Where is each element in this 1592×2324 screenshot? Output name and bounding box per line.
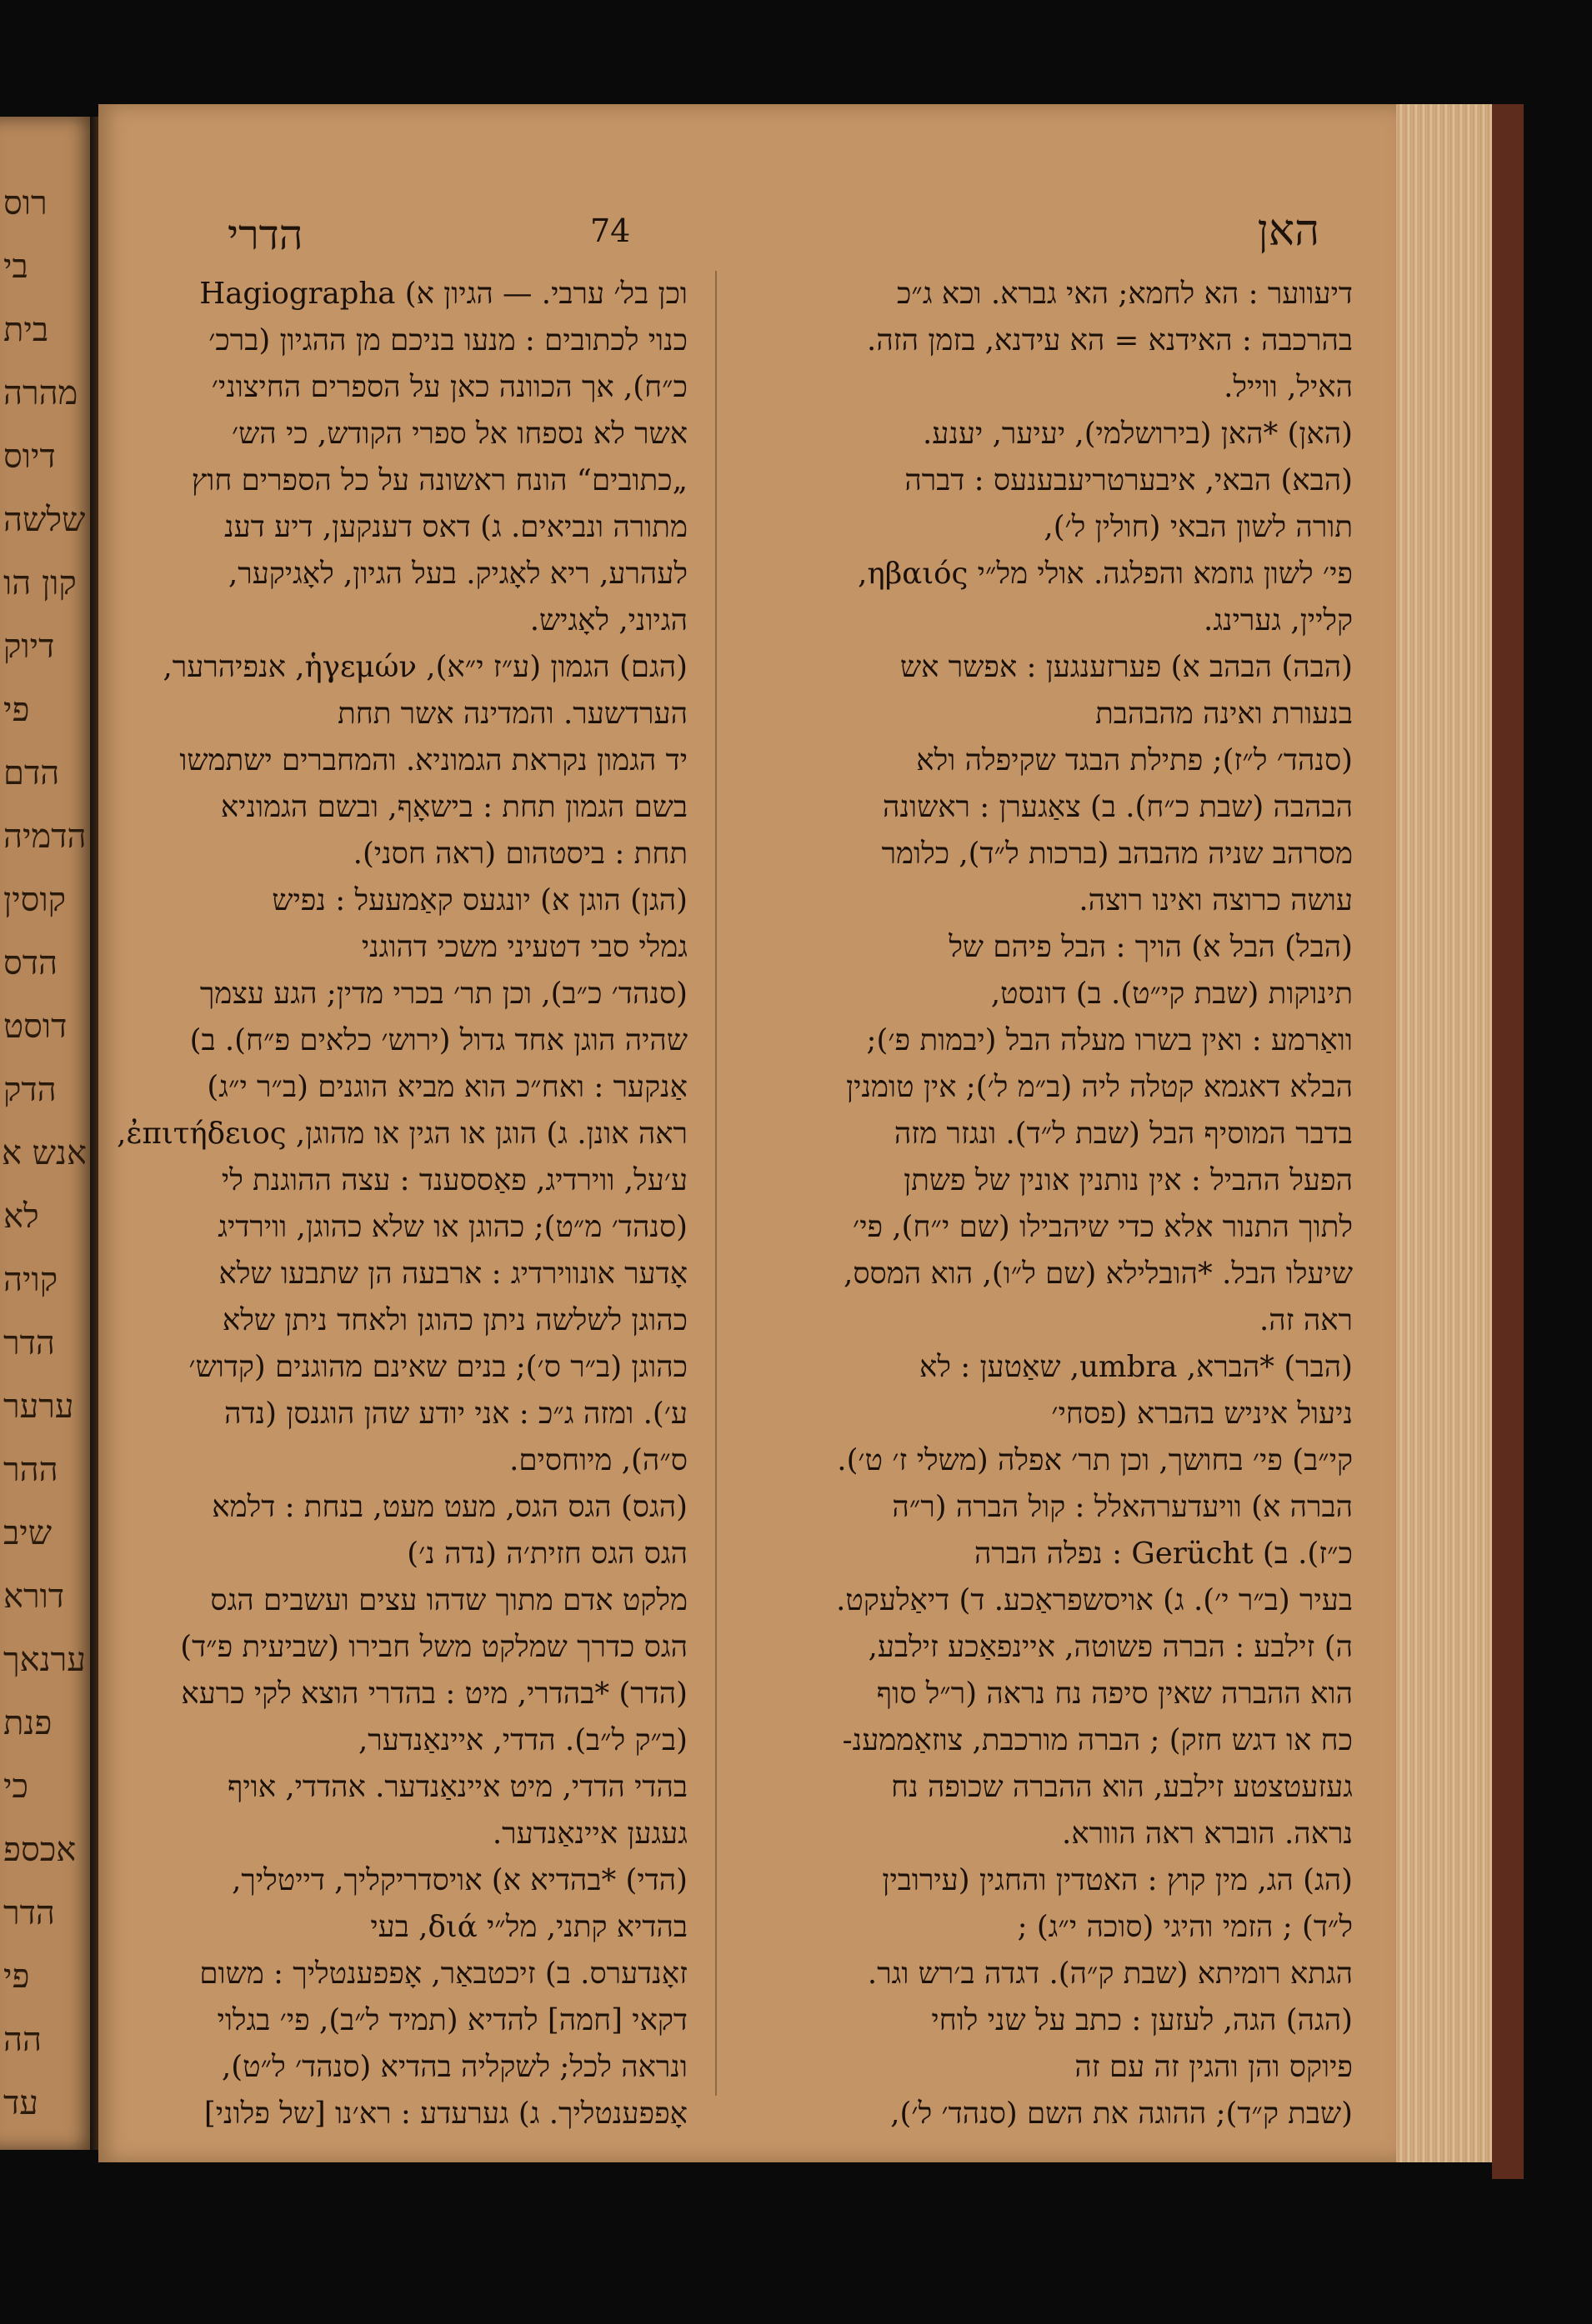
previous-page-fragment: אכספ xyxy=(3,1831,77,1869)
text-line: מתורה ונביאים. ג) דאס דענקען, דיע דענ xyxy=(224,510,688,544)
previous-page-fragment: ערנאך xyxy=(3,1641,86,1679)
header-guide-word-left: הדרי xyxy=(228,211,303,259)
text-line: (הבר) *הברא, umbra, שאַטען : לא xyxy=(919,1350,1353,1384)
text-line: (הגה) הגה, לעזען : כתב על שני לוחי xyxy=(931,2003,1353,2037)
text-line: כהוגן (ב״ר ס׳); בנים שאינם מהוגנים (קדוש׳ xyxy=(188,1350,688,1384)
text-line: הגיוני, לאָגיש. xyxy=(529,603,688,637)
text-line: „כתובים“ הונח ראשונה על כל הספרים חוץ xyxy=(191,463,688,497)
text-line: וואַרמע : ואין בשרו מעלה הבל (יבמות פ׳); xyxy=(866,1023,1353,1057)
text-line: גמלי סבי דטעיני משכי דהוגני xyxy=(361,930,688,964)
previous-page-fragment: ההר xyxy=(3,1451,58,1489)
previous-page-fragment: דיוק xyxy=(3,627,55,666)
previous-page-fragment: פי xyxy=(3,691,30,729)
text-line: שהיה הוגן אחד גדול (ירוש׳ כלאים פ״ח). ב) xyxy=(189,1023,688,1057)
text-line: ל״ד) ; הזמי והיגי (סוכה י״ג) ; xyxy=(1017,1910,1353,1944)
text-line: הערדשער. והמדינה אשר תחת xyxy=(338,697,688,731)
previous-page-fragment: בי xyxy=(3,247,28,286)
text-line: נראה. הוברא ראה הוורא. xyxy=(1062,1817,1353,1851)
text-line: כנוי לכתובים : מנעו בניכם מן ההגיון (ברכ׳ xyxy=(208,323,688,357)
text-line: לעהרע, ריא לאָגיק. בעל הגיון, לאָגיקער, xyxy=(228,557,688,591)
previous-page-fragment: הה xyxy=(3,2021,43,2059)
dictionary-page xyxy=(98,104,1399,2162)
text-line: ע׳). ומזה ג״כ : אני יודע שהן הוגנסן (נדה xyxy=(224,1397,688,1431)
text-line: קי״ב) פי׳ בחושך, וכן תר׳ אפלה (משלי ז׳ ט׳). xyxy=(837,1443,1353,1477)
text-line: (סנהד׳ ל״ז); פתילת הבגד שקיפלה ולא xyxy=(916,743,1353,777)
text-line: מסרהב שניה מהבהב (ברכות ל״ד), כלומר xyxy=(881,837,1353,871)
text-line: הפעל ההביל : אין נותנין אונין של פשתן xyxy=(904,1163,1353,1197)
text-line: הגתא רומיתא (שבת ק״ה). דגדה ב׳רש וגר. xyxy=(867,1957,1353,1991)
previous-page-fragment: הדק xyxy=(3,1071,57,1109)
text-line: קליין, גערינג. xyxy=(1204,603,1353,637)
text-line: ניעול איניש בהברא (פסחי׳ xyxy=(1051,1397,1353,1431)
text-line: אָפפענטליך. ג) גערעדע : רא׳נו [של פלוני] xyxy=(203,2097,688,2131)
text-line: עושה כרוצה ואינו רוצה. xyxy=(1079,883,1353,917)
previous-page-fragment: דיוס xyxy=(3,437,56,476)
previous-page-fragment: פי xyxy=(3,1957,30,1996)
book-cover xyxy=(1492,104,1524,2179)
previous-page-fragment: מהרה xyxy=(3,374,78,412)
text-line: זאָנדערס. ב) זיכטבאַר, אָפפענטליך : משום xyxy=(199,1957,688,1991)
header-guide-word-right: האן xyxy=(1257,206,1319,256)
text-line: הבלא דאגמא קטלה ליה (ב״מ ל׳); אין טומנין xyxy=(846,1070,1353,1104)
text-line: בהדי הדדי, מיט איינאַנדער. אהדדי, אויף xyxy=(227,1770,688,1804)
text-line: (סנהד׳ מ״ט); כהוגן או שלא כהוגן, ווירדיג xyxy=(218,1210,688,1244)
text-line: געזעטצטע זילבע, הוא ההברה שכופה נח xyxy=(891,1770,1353,1804)
right-text-column xyxy=(740,271,1353,2137)
text-line: אשר לא נספחו אל ספרי הקודש, כי הש׳ xyxy=(231,417,688,451)
previous-page-fragment: פנת xyxy=(3,1704,53,1742)
text-line: בהרכבה : האידנא = הא עידנא, בזמן הזה. xyxy=(867,323,1353,357)
previous-page-fragment: הדר xyxy=(3,1894,55,1932)
text-line: אָדער אונווירדיג : ארבעה הן שתבעו שלא xyxy=(218,1257,688,1291)
previous-page-fragment: לא xyxy=(3,1197,39,1236)
text-line: (הבא) הבאי, איבערטריעבענעס : דברה xyxy=(904,463,1353,497)
previous-page-edge xyxy=(0,117,100,2150)
previous-page-fragment: ערער xyxy=(3,1387,74,1426)
text-line: בדבר המוסיף הבל (שבת ל״ד). ונגזר מזה xyxy=(894,1117,1353,1151)
previous-page-fragment: שלשה xyxy=(3,501,86,539)
previous-page-fragment: כי xyxy=(3,1767,29,1806)
text-line: (סנהד׳ כ״ב), וכן תר׳ בכרי מדין; הגע עצמך xyxy=(199,977,688,1011)
text-line: כ״ז). ב) Gerücht : נפלה הברה xyxy=(974,1537,1353,1571)
text-line: לתוך התנור אלא כדי שיהבילו (שם י״ח), פי׳ xyxy=(853,1210,1353,1244)
previous-page-fragment: דורא xyxy=(3,1577,65,1616)
left-text-column xyxy=(117,271,688,2137)
text-line: הוא ההברה שאין סיפה נח נראה (ר״ל סוף xyxy=(876,1677,1353,1711)
text-line: (שבת ק״ד); ההוגה את השם (סנהד׳ ל׳), xyxy=(890,2097,1353,2131)
column-divider xyxy=(715,271,717,2096)
text-line: בעיר (ב״ר י׳). ג) אויסשפראַכע. ד) דיאַלעקט. xyxy=(836,1583,1353,1617)
text-line: הגס כדרך שמלקט משל חבירו (שביעית פ״ד) xyxy=(180,1630,688,1664)
page-header xyxy=(98,196,1399,271)
text-line: (האן) *האן (בירושלמי), יעיער, יענע. xyxy=(923,417,1353,451)
text-line: בנעורת ואינה מהבהבת xyxy=(1095,697,1353,731)
text-line: הגס הגס חזית׳ה (נדה נ׳) xyxy=(407,1537,688,1571)
text-line: האיל, ווייל. xyxy=(1224,370,1353,404)
text-line: פי׳ לשון גוזמא והפלגה. אולי מל״י ηβαιός, xyxy=(858,557,1353,591)
text-line: (הדר) *בהדרי, מיט : בהדרי הוצא לקי כרעא xyxy=(181,1677,688,1711)
text-line: בשם הגמון תחת : בישאָף, ובשם הגמוניא xyxy=(220,790,688,824)
text-line: (הגם) הגמון (ע״ז י״א), ἡγεμών, אנפיהרער, xyxy=(163,650,688,684)
text-line: פיוקס והן והגין זה עם זה xyxy=(1074,2050,1353,2084)
previous-page-fragment: קון הו xyxy=(3,564,77,602)
text-line: אַנקער : ואח״כ הוא מביא הוגנים (ב״ר י״ג) xyxy=(207,1070,688,1104)
previous-page-fragment: עד xyxy=(3,2084,38,2122)
text-line: וכן בל׳ ערבי. — הגיון א) Hagiographa xyxy=(199,277,688,311)
text-line: תורה לשון הבאי (חולין ל׳), xyxy=(1044,510,1353,544)
text-line: (ב״ק ל״ב). הדדי, איינאַנדער, xyxy=(358,1723,688,1757)
text-line: (הבל) הבל א) הויך : הבל פיהם של xyxy=(949,930,1353,964)
text-line: מלקט אדם מתוך שדהו עצים ועשבים הגס xyxy=(210,1583,688,1617)
text-line: הבהבה (שבת כ״ח). ב) צאַגערן : ראשונה xyxy=(883,790,1353,824)
text-line: (הג) הג, מין קוץ : האטדין והחגין (עירובין xyxy=(882,1863,1353,1897)
text-line: תינוקות (שבת קי״ט). ב) דונסט, xyxy=(990,977,1353,1011)
text-line: בהדיא קתני, מל״י διά, בעי xyxy=(370,1910,688,1944)
text-line: יד הגמון נקראת הגמוניא. והמחברים ישתמשו xyxy=(179,743,688,777)
previous-page-fragment: שיב xyxy=(3,1514,53,1552)
text-line: ע׳על, ווירדיג, פאַססענד : עצה ההוגנת לי xyxy=(221,1163,688,1197)
previous-page-fragment: קויה xyxy=(3,1261,58,1299)
text-line: דקאי [חמה] להדיא (תמיד ל״ב), פי׳ בגלוי xyxy=(217,2003,688,2037)
text-line: געגען איינאַנדער. xyxy=(492,1817,688,1851)
text-line: ראה אונן. ג) הוגן או הגין או מהוגן, ἐπιτήδειος, xyxy=(117,1117,688,1151)
previous-page-fragment: הדם xyxy=(3,754,60,792)
text-line: תחת : ביסטהום (ראה חסני). xyxy=(353,837,688,871)
text-line: כהוגן לשלשה ניתן כהוגן ולאחד ניתן שלא xyxy=(222,1303,688,1337)
previous-page-fragment: דוסט xyxy=(3,1007,68,1046)
text-line: ראה זה. xyxy=(1259,1303,1353,1337)
text-line: כח או דגש חזק) ; הברה מורכבת, צוזאַממענ- xyxy=(842,1723,1353,1757)
text-line: שיעלו הבל. *הובלילא (שם ל״ו), הוא המסס, xyxy=(844,1257,1353,1291)
text-line: ונראה לכל; לשקליה בהדיא (סנהד׳ ל״ט), xyxy=(222,2050,688,2084)
text-line: (הדי) *בהדיא א) אויסדריקליך, דייטליך, xyxy=(232,1863,688,1897)
previous-page-fragment: רוס xyxy=(3,184,48,222)
text-line: ה) זילבע : הברה פשוטה, איינפאַכע זילבע, xyxy=(868,1630,1353,1664)
text-line: דיעווער : הא לחמא; האי גברא. וכא ג״כ xyxy=(897,277,1353,311)
previous-page-fragment: אנש א xyxy=(1,1134,87,1172)
text-line: ס״ה), מיוחסים. xyxy=(509,1443,688,1477)
previous-page-fragment: בית xyxy=(3,311,49,349)
previous-page-fragment: קוסין xyxy=(3,881,67,919)
previous-page-fragment: הדס xyxy=(3,944,58,982)
text-line: כ״ח), אך הכוונה כאן על הספרים החיצוני׳ xyxy=(211,370,688,404)
previous-page-fragment: הדמיה xyxy=(3,817,87,856)
text-line: (הבה) הבהב א) פערזענגען : אפשר אש xyxy=(900,650,1353,684)
text-line: (הגס) הגס הגס, מעט מעט, בנחת : דלמא xyxy=(212,1490,688,1524)
page-number: 74 xyxy=(590,212,631,249)
text-line: (הגן) הוגן א) יונגעס קאַמעעל : נפיש xyxy=(272,883,688,917)
previous-page-fragment: הדר xyxy=(3,1324,55,1362)
page-block-edges xyxy=(1396,104,1496,2162)
text-line: הברה א) וויעדערהאלל : קול הברה (ר״ה xyxy=(892,1490,1353,1524)
